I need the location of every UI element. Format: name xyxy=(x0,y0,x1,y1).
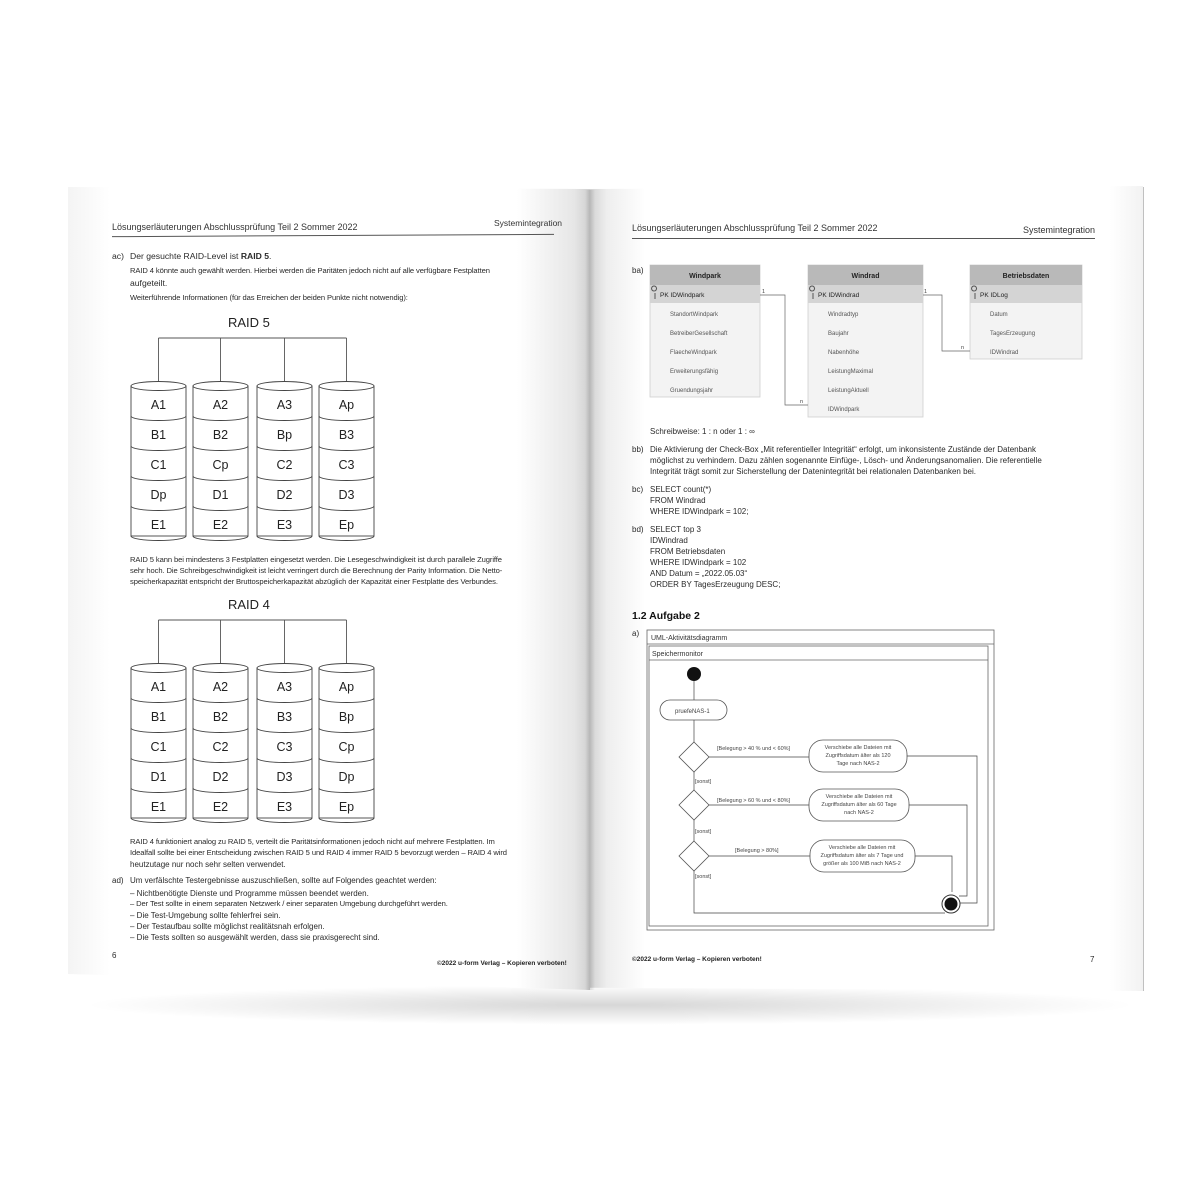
entity-pk: PK IDWindpark xyxy=(660,292,705,299)
entity-title: Windrad xyxy=(851,273,880,280)
raid4-disk-4 xyxy=(319,664,374,823)
bd-line-2: IDWindrad xyxy=(650,536,688,545)
entity-field: StandortWindpark xyxy=(670,312,719,318)
raid5-block: Bp xyxy=(276,428,293,442)
relation-windpark-windrad xyxy=(760,295,808,405)
raid5-block: C2 xyxy=(276,458,293,472)
ac-line-1: Der gesuchte RAID-Level ist RAID 5. xyxy=(130,251,272,261)
bc-line-1: SELECT count(*) xyxy=(650,485,712,494)
entity-field: LeistungAktuell xyxy=(828,388,869,394)
bc-label: bc) xyxy=(632,485,644,494)
ba-label: ba) xyxy=(632,266,644,275)
raid4-block: Ap xyxy=(338,680,355,694)
raid5-title: RAID 5 xyxy=(228,315,270,330)
book-shadow xyxy=(80,985,1140,1025)
entity-field: Baujahr xyxy=(828,331,849,337)
ad-label: ad) xyxy=(112,876,124,885)
uml-action-3-line-3: größer als 100 MiB nach NAS-2 xyxy=(823,861,901,867)
uml-action-1-line-1: Verschiebe alle Dateien mit xyxy=(824,745,892,751)
raid4-disk-1-divider-5 xyxy=(131,818,186,822)
raid4-disk-2 xyxy=(193,664,248,823)
entity-windrad xyxy=(808,265,923,417)
entity-field: IDWindpark xyxy=(828,407,860,413)
bc-line-2: FROM Windrad xyxy=(650,496,706,505)
relation-1-one: 1 xyxy=(762,289,766,295)
bb-line-2: möglichst zu verhindern. Dazu zählen sogenannte Einfüge-, Lösch- und Änderungsanomalien. Die referentielle xyxy=(650,456,1042,465)
entity-field: Nabenhöhe xyxy=(828,350,860,356)
bc-line-3: WHERE IDWindpark = 102; xyxy=(650,507,749,516)
left-footer: ©2022 u-form Verlag – Kopieren verboten! xyxy=(437,960,567,967)
book-spine xyxy=(585,190,595,990)
uml-guard-3: [Belegung > 80%] xyxy=(735,848,779,854)
raid4-block: B1 xyxy=(150,710,167,724)
uml-guard-1: [Belegung > 40 % und < 60%] xyxy=(717,746,791,752)
uml-action-2-line-1: Verschiebe alle Dateien mit xyxy=(825,794,893,800)
relation-2-one: 1 xyxy=(924,289,928,295)
raid5-block: Cp xyxy=(212,458,229,472)
raid4-block: E3 xyxy=(276,800,293,814)
raid5-block: B1 xyxy=(150,428,167,442)
uml-activity-diagram xyxy=(645,628,1000,936)
entity-windpark xyxy=(650,265,760,397)
raid4-block: D2 xyxy=(212,770,229,784)
raid5-block: Dp xyxy=(150,488,167,502)
right-footer: ©2022 u-form Verlag – Kopieren verboten! xyxy=(632,956,762,963)
uml-final-node xyxy=(945,898,958,911)
entity-title: Betriebsdaten xyxy=(1002,273,1050,280)
raid4-text-1: RAID 4 funktioniert analog zu RAID 5, verteilt die Paritätsinformationen jedoch nicht auf mehrere Festplatten. Im xyxy=(130,837,495,846)
raid5-disk-2-divider-5 xyxy=(193,536,248,541)
schreibweise: Schreibweise: 1 : n oder 1 : ∞ xyxy=(650,427,755,436)
entity-pk: PK IDLog xyxy=(980,292,1008,299)
left-header-section: Systemintegration xyxy=(494,218,563,228)
ac-line-4: Weiterführende Informationen (für das Erreichen der beiden Punkte nicht notwendig): xyxy=(130,293,408,302)
raid4-block: B3 xyxy=(276,710,293,724)
ad-intro: Um verfälschte Testergebnisse auszuschließen, sollte auf Folgendes geachtet werden: xyxy=(130,876,437,885)
entity-field: BetreiberGesellschaft xyxy=(670,331,728,337)
raid4-block: B2 xyxy=(212,710,229,724)
raid5-block: A1 xyxy=(150,398,167,412)
bd-label: bd) xyxy=(632,525,644,534)
raid4-title: RAID 4 xyxy=(228,597,270,612)
raid5-block: C3 xyxy=(338,458,355,472)
raid5-block: A2 xyxy=(212,398,229,412)
ad-item-2: – Der Test sollte in einem separaten Netzwerk / einer separaten Umgebung durchgeführt werden. xyxy=(130,899,448,908)
entity-title: Windpark xyxy=(689,273,721,280)
raid4-disk-2-divider-5 xyxy=(193,818,248,823)
right-header-section: Systemintegration xyxy=(1023,225,1096,235)
raid4-text-2: Idealfall sollte bei einer Entscheidung zwischen RAID 5 und RAID 4 immer RAID 5 bevorzugt werden – RAID 4 wird xyxy=(130,848,507,857)
uml-action-1-line-2: Zugriffsdatum älter als 120 xyxy=(825,753,891,759)
entity-field: Windradtyp xyxy=(828,312,859,318)
entity-field: Datum xyxy=(990,312,1008,318)
raid5-disk-4 xyxy=(319,382,374,541)
raid5-block: C1 xyxy=(150,458,167,472)
uml-else-2: [sonst] xyxy=(695,829,712,835)
raid5-text-1: RAID 5 kann bei mindestens 3 Festplatten eingesetzt werden. Die Lesegeschwindigkeit ist durch parallele Zugriffe xyxy=(130,555,502,564)
uml-action-2-line-3: nach NAS-2 xyxy=(844,810,874,816)
ac-line-3: aufgeteilt. xyxy=(130,278,168,288)
uml-action-pruefe-label: pruefeNAS-1 xyxy=(675,709,710,715)
raid5-text-3: speicherkapazität entspricht der Bruttospeicherkapazität abzüglich der Kapazität einer Festplatte des Verbundes. xyxy=(130,577,498,586)
raid4-block: E1 xyxy=(150,800,167,814)
bd-line-4: WHERE IDWindpark = 102 xyxy=(650,558,747,567)
raid4-block: C2 xyxy=(212,740,229,754)
raid4-block: Dp xyxy=(338,770,355,784)
raid5-diagram xyxy=(120,330,390,550)
uml-initial-node xyxy=(687,667,701,681)
raid5-disk-3 xyxy=(257,382,312,541)
left-page xyxy=(68,187,590,990)
raid4-block: C3 xyxy=(276,740,293,754)
entity-field: Gruendungsjahr xyxy=(670,388,714,394)
raid4-block: C1 xyxy=(150,740,167,754)
raid5-block: A3 xyxy=(276,398,293,412)
raid4-disk-3-divider-5 xyxy=(257,818,312,823)
er-diagram xyxy=(645,262,1090,422)
entity-field: LeistungMaximal xyxy=(828,369,874,375)
ad-item-5: – Die Tests sollten so ausgewählt werden, dass sie praxisgerecht sind. xyxy=(130,933,380,942)
raid4-block: Cp xyxy=(338,740,355,754)
entity-betriebsdaten xyxy=(970,265,1082,359)
raid5-block: E2 xyxy=(212,518,229,532)
raid4-block: Ep xyxy=(338,800,355,814)
entity-field: Erweiterungsfähig xyxy=(670,369,719,375)
left-page-number: 6 xyxy=(112,951,117,960)
relation-2-many: n xyxy=(961,345,965,351)
raid5-block: E3 xyxy=(276,518,293,532)
bd-line-3: FROM Betriebsdaten xyxy=(650,547,726,556)
entity-field: TagesErzeugung xyxy=(990,331,1036,337)
raid4-disk-4-divider-5 xyxy=(319,818,374,823)
raid5-block: Ep xyxy=(338,518,355,532)
raid5-disk-2 xyxy=(193,382,248,541)
raid4-block: Bp xyxy=(338,710,355,724)
relation-windrad-betriebsdaten xyxy=(923,295,970,351)
raid4-block: D1 xyxy=(150,770,167,784)
relation-1-many: n xyxy=(800,399,804,405)
entity-field: FlaecheWindpark xyxy=(670,350,717,356)
raid4-disk-3 xyxy=(257,664,312,823)
raid4-text-3: heutzutage nur noch sehr selten verwendet. xyxy=(130,860,286,869)
raid5-text-2: sehr hoch. Die Schreibgeschwindigkeit ist leicht verringert durch die Berechnung der Parity Information. Die Netto- xyxy=(130,566,503,575)
raid4-disk-1 xyxy=(131,664,186,823)
ac-line-2: RAID 4 könnte auch gewählt werden. Hierbei werden die Paritäten jedoch nicht auf alle verfügbare Festplatten xyxy=(130,266,490,275)
entity-pk: PK IDWindrad xyxy=(818,292,860,299)
raid5-block: D2 xyxy=(276,488,293,502)
uml-else-1: [sonst] xyxy=(695,779,712,785)
right-page-number: 7 xyxy=(1090,955,1095,964)
uml-action-3-line-1: Verschiebe alle Dateien mit xyxy=(828,845,896,851)
uml-action-3-line-2: Zugriffsdatum älter als 7 Tage und xyxy=(820,853,904,859)
bd-line-5: AND Datum = „2022.05.03“ xyxy=(650,569,748,578)
raid5-block: B2 xyxy=(212,428,229,442)
raid4-diagram xyxy=(120,612,390,832)
bb-label: bb) xyxy=(632,445,644,454)
right-header-title: Lösungserläuterungen Abschlussprüfung Teil 2 Sommer 2022 xyxy=(632,223,878,233)
uml-else-3: [sonst] xyxy=(695,874,712,880)
raid5-block: B3 xyxy=(338,428,355,442)
uml-swimlane-label: Speichermonitor xyxy=(652,651,703,658)
uml-title: UML-Aktivitätsdiagramm xyxy=(651,635,728,642)
ad-item-3: – Die Test-Umgebung sollte fehlerfrei sein. xyxy=(130,911,281,920)
raid4-block: D3 xyxy=(276,770,293,784)
bb-line-1: Die Aktivierung der Check-Box „Mit referentieller Integrität“ erfolgt, um inkonsistente Zustände der Datenbank xyxy=(650,445,1036,454)
uml-action-2-line-2: Zugriffsdatum älter als 60 Tage xyxy=(821,802,897,808)
uml-action-1-line-3: Tage nach NAS-2 xyxy=(836,761,880,767)
raid5-disk-1-divider-5 xyxy=(131,536,186,540)
bb-line-3: Integrität trägt somit zur Sicherstellung der Datenintegrität bei relationalen Datenbanken bei. xyxy=(650,467,976,476)
raid5-disk-3-divider-5 xyxy=(257,536,312,541)
bd-line-6: ORDER BY TagesErzeugung DESC; xyxy=(650,580,781,589)
raid4-block: E2 xyxy=(212,800,229,814)
raid5-disk-1 xyxy=(131,382,186,541)
ad-item-1: – Nichtbenötigte Dienste und Programme müssen beendet werden. xyxy=(130,889,369,898)
bd-line-1: SELECT top 3 xyxy=(650,525,701,534)
raid5-block: D1 xyxy=(212,488,229,502)
ad-item-4: – Der Testaufbau sollte möglichst realitätsnah erfolgen. xyxy=(130,922,325,931)
left-header-title: Lösungserläuterungen Abschlussprüfung Teil 2 Sommer 2022 xyxy=(112,222,358,232)
a-label: a) xyxy=(632,629,640,638)
raid4-block: A2 xyxy=(212,680,229,694)
raid5-block: E1 xyxy=(150,518,167,532)
uml-guard-2: [Belegung > 60 % und < 80%] xyxy=(717,798,791,804)
raid5-disk-4-divider-5 xyxy=(319,536,374,541)
raid4-block: A1 xyxy=(150,680,167,694)
raid5-block: D3 xyxy=(338,488,355,502)
section-title: 1.2 Aufgabe 2 xyxy=(632,610,700,622)
ac-label: ac) xyxy=(112,251,124,261)
entity-field: IDWindrad xyxy=(990,350,1019,356)
right-header-rule xyxy=(632,238,1095,239)
raid5-block: Ap xyxy=(338,398,355,412)
raid4-block: A3 xyxy=(276,680,293,694)
